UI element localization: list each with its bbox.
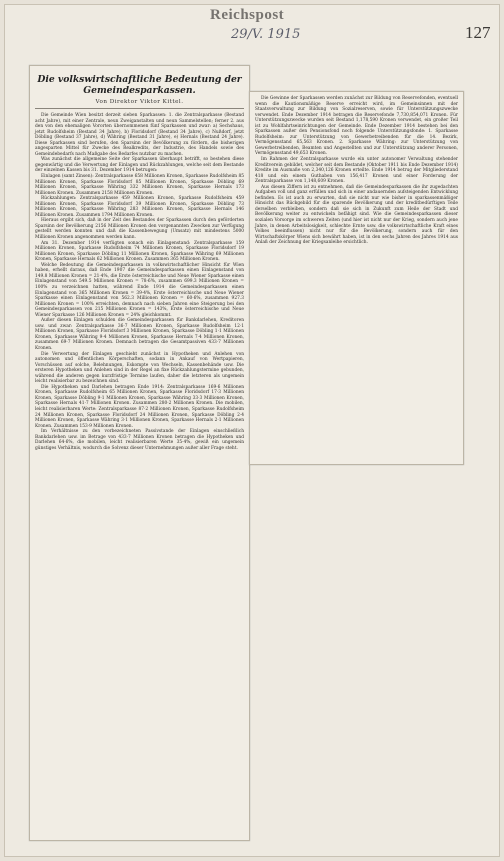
paragraph: Rückzahlungen: Zentralsparkasse 459 Millionen Kronen, Sparkasse Rudolfsheim 459 Millionen Kronen, Sparkasse Floridsdorf 39 Millionen Kronen, Sparkasse Döbling 73 Millionen Kronen, Sparkasse Währing 283 Millionen Kronen, Sparkasse Hernals 146 Millionen Kronen. Zusammen 1794 Millionen Kronen. [35,196,244,218]
paragraph: Welche Bedeutung die Gemeindesparkassen in volkswirtschaftlicher Hinsicht für Wien haben, erhellt daraus, daß Ende 1907 die Gemeindesparkassen einen Einlagenstand von 149.8 Millionen Kronen = 21·4%, die Erste österreichische und Neue Wiener Sparkasse einen Einlagenstand von 549.5 Millionen Kronen = 78·6%, zusammen 699.3 Millionen Kronen = 100% zu verzeichnen hatten, während Ende 1914 die Gemeindesparkassen einen Einlagenstand von 365 Millionen Kronen = 39·4%, Erste österreichische und Neue Wiener Sparkasse einen Einlagenstand von 562.3 Millionen Kronen = 60·6%, zusammen 927.3 Millionen Kronen = 100% erreichten, demnach nach sieben Jahren eine Steigerung bei den Gemeindesparkassen von 215 Millionen Kronen = 143%, Erste österreichische und Neue Wiener Sparkasse 126 Millionen Kronen = 24% gleichkommt. [35,262,244,318]
article-body-left [35,113,244,451]
paragraph: Die Gewinne der Sparkassen werden zunächst zur Bildung von Reservefonden, eventuell wenn die Kautionsmäßige Reserve erreicht wird, im Gemeinsinnen mit der Staatsverwaltung zur Bildung von Sozialreserven, sowie für Unterstützungszwecke verwendet. Ende Dezember 1914 betragen die Reservefonde 7,730,854,071 Kronen. Für Unterstützungszwecke wurden seit Bestand 1,178,590 Kronen verwendet, ein großer Teil ist zu Wohlfahrtseinrichtungen der Gemeinde. Ende Dezember 1914 bestehen bei den Sparkassen außer den Pensionsfond noch folgende Unterstützungsfonde: 1. Sparkasse Rudolfsheim: zur Unterstützung von Gewerbetreibenden für die 14. Bezirk, Vermögensstand 65,563 Kronen. 2. Sparkasse Währing: zur Unterstützung von Gewerbetreibenden, Beamten und Angestellten und zur Unterstützung anderer Personen, Vermögensstand 49,653 Kronen. [255,96,458,157]
newspaper-stamp: Reichspost [210,7,285,23]
paragraph: Außer diesen Einlagen schulden die Gemeindesparkassen für Bankdarlehen, Kreditoren usw. und zwar: Zentralsparkasse 36·7 Millionen Kronen, Sparkasse Rudolfsheim 12·1 Millionen Kronen, Sparkasse Floridsdorf 3 Millionen Kronen, Sparkasse Döbling 1·1 Millionen Kronen, Sparkasse Währing 9·4 Millionen Kronen, Sparkasse Hernals 7·4 Millionen Kronen, zusammen 69·7 Millionen Kronen. Demnach betragen die Gesamtpassiven 433·7 Millionen Kronen. [35,318,244,351]
article-clipping-left [29,65,250,841]
paragraph: Im Verhältnisse zu den vorbezeichneten Passivstande der Einlagen einschließlich Bankdarlehen usw. im Betrage von 433·7 Millionen Kronen betragen die Hypotheken und Darlehen 64·6%, die mobilen, leicht realisierbaren Werte 35·4%, gewiß ein ungemein günstiges Verhältnis, wodurch die Solvenz dieser Unternehmungen außer aller Frage steht. [35,429,244,451]
page-number: 127 [465,23,491,42]
article-title: Die volkswirtschaftliche Bedeutung der Gemeindesparkassen. [37,74,242,96]
paragraph: Die Gemeinde Wien besitzt derzeit sieben Sparkassen: 1. die Zentralsparkasse (Bestand acht Jahre), mit einer Zentrale, neun Zweiganstalten und neun Sammelstellen; ferner 2. aus den von den ehemaligen Vororten übernommenen fünf Sparkassen und zwar: a) Sechshaus, jetzt Rudolfsheim (Bestand 34 Jahre), b) Floridsdorf (Bestand 34 Jahre), c) Nußdorf, jetzt Döbling (Bestand 37 Jahre), d) Währing (Bestand 31 Jahre), e) Hernals (Bestand 24 Jahre). Diese Sparkassen sind berufen, den Sparsinn der Bevölkerung zu fördern, die bisherigen angesparten Mittel für Zwecke des Realkredits, der Industrie, des Handels sowie des Gemeindebedarfs nach Maßgabe des Bedarfes nutzbar zu machen. [35,113,244,157]
paragraph: Am 31. Dezember 1914 verfügten sonach ein Einlagenstand: Zentralsparkasse 159 Millionen Kronen, Sparkasse Rudolfsheim 74 Millionen Kronen, Sparkasse Floridsdorf 19 Millionen Kronen, Sparkasse Döbling 11 Millionen Kronen, Sparkasse Währing 69 Millionen Kronen, Sparkasse Hernals 62 Millionen Kronen. Zusammen 365 Millionen Kronen. [35,240,244,263]
paragraph: Einlagen (samt Zinsen): Zentralsparkasse 658 Millionen Kronen, Sparkasse Rudolfsheim 85 Millionen Kronen, Sparkasse Floridsdorf 85 Millionen Kronen, Sparkasse Döbling 69 Millionen Kronen, Sparkasse Währing 332 Millionen Kronen, Sparkasse Hernals 173 Millionen Kronen. Zusammen 2158 Millionen Kronen. [35,174,244,196]
article-author: Von Direktor Viktor Kittel. [95,99,184,105]
paragraph: Die Verwertung der Einlagen geschieht zunächst in Hypotheken und Anlehen von autonomen und öffentlichen Körperschaften, sodann in Ankauf von Wertpapieren, Vorschüssen auf solche, Belehnungen, Eskompte von Wechseln, Kassenbehände usw. Die ersteren Hypotheken und Anlehen sind in der Regel an fixe Rückzahlungstermine gebunden, während die anderen gegen kurzfristige Termine laufen, daher die letzteren als ungemein leicht realisierbar zu bezeichnen sind. [35,351,244,385]
scrapbook-page [4,4,500,857]
paragraph: Was zunächst die allgemeine Seite der Sparkassen überhaupt betrifft, so bestehen diese gegenwärtig und die Verwertung der Einlagen und Rückzahlungen, welche seit dem Bestande der einzelnen Kassen bis 31. Dezember 1914 betrugen: [35,157,244,174]
paragraph: Die Hypotheken und Darlehen betragen Ende 1914: Zentralsparkasse 169·6 Millionen Kronen, Sparkasse Rudolfsheim 65 Millionen Kronen, Sparkasse Floridsdorf 17·3 Millionen Kronen, Sparkasse Döbling 9·1 Millionen Kronen, Sparkasse Währing 33·3 Millionen Kronen, Sparkasse Hernals 41·7 Millionen Kronen. Zusammen 280·2 Millionen Kronen. Die mobilen, leicht realisierbaren Werte: Zentralsparkasse 87·2 Millionen Kronen, Sparkasse Rudolfsheim 24 Millionen Kronen, Sparkasse Floridsdorf 24 Millionen Kronen, Sparkasse Döbling 2·4 Millionen Kronen, Sparkasse Währing 3·1 Millionen Kronen, Sparkasse Hernals 2·1 Millionen Kronen. Zusammen 153·9 Millionen Kronen. [35,384,244,429]
paragraph: Im Rahmen der Zentralsparkasse wurde ein unter autonomer Verwaltung stehender Kreditverein gebildet, welcher seit dem Bestande (Oktober 1911 bis Ende Dezember 1914) Kredite im Ausmaße von 2,340,126 Kronen erteilte. Ende 1914 betrug der Mitgliederstand 418 und ein einem Guthaben von 156,417 Kronen und einer Forderung der Zentralsparkasse von 1,148,609 Kronen. [255,157,458,185]
title-divider [35,108,244,109]
handwritten-date: 29/V. 1915 [231,27,301,42]
paragraph: Hieraus ergibt sich, daß in der Zeit des Bestandes der Sparkassen durch den geförderten Sparsinn der Bevölkerung 2156 Millionen Kronen den vorgenannten Zwecken zur Verfügung gestellt werden konnten und daß die Kassenbewegung (Umsatz) mit mindestens 5000 Millionen Kronen angenommen werden kann. [35,218,244,241]
paragraph: Aus diesen Ziffern ist zu entnehmen, daß die Gemeindesparkassen die ihr zugedachten Aufgaben voll und ganz erfüllen und sich in einer andauernden aufsteigenden Entwicklung befinden. Es ist auch zu erwarten, daß sie nicht nur wie bisher in sparkassenmäßiger Hinsicht das Rückgebild für die sparende Bevölkerung und der kreditbedürftigen Teile derselben verbleiben, sondern daß sie sich in Zukunft zum Heile der Stadt und Bevölkerung weiter zu entwickeln befähigt sind. Wie die Gemeindesparkassen dieser sozialen Vorsorge im schweren Zeiten (und hier ist nicht nur der Krieg, sondern auch jene Jahre, in denen Arbeitslosigkeit, schlechte Ernte usw. die volkswirtschaftliche Kraft eines Volkes beeinflussen) nicht nur für die Bevölkerung, sondern auch für den Wirtschaftskörper Wiens sich bewährt haben, ist in den sechs Jahren des Jahres 1914 aus Anlaß der Zeichnung der Kriegsanleihe ersichtlich. [255,184,458,246]
article-clipping-right [249,91,464,465]
article-body-right [255,96,458,246]
